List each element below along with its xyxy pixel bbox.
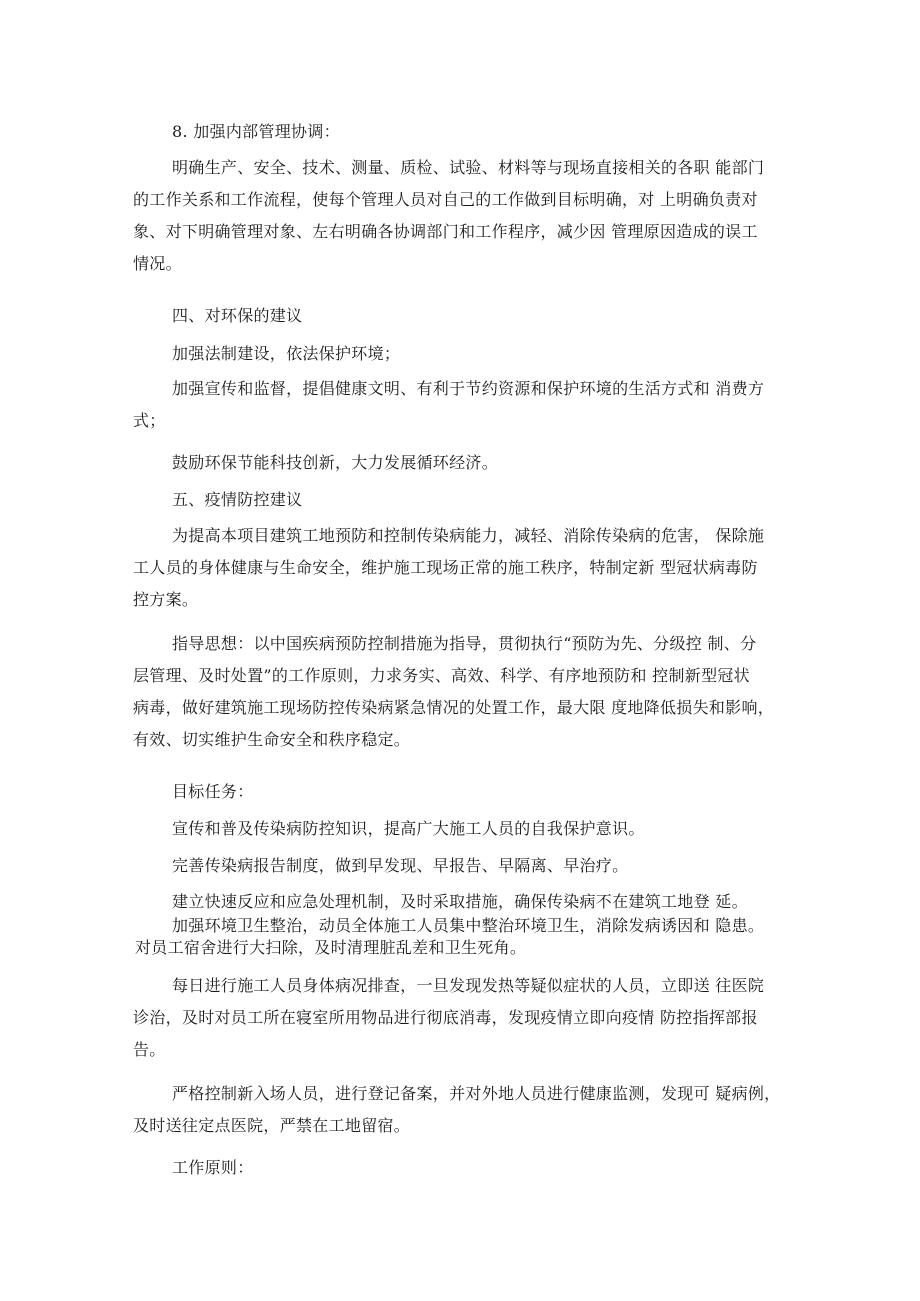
section5-intro-line-1: 为提高本项目建筑工地预防和控制传染病能力，减轻、消除传染病的危害， 保除施	[172, 526, 765, 545]
objective-2: 完善传染病报告制度，做到早发现、早报告、早隔离、早治疗。	[172, 856, 629, 875]
objective-4	[135, 915, 795, 959]
guiding-thought-line-4: 有效、切实维护生命安全和秩序稳定。	[133, 730, 411, 749]
section5-intro-line-3: 控方案。	[133, 590, 199, 609]
section4-heading: 四、对环保的建议	[172, 306, 303, 325]
section4-item-3: 鼓励环保节能科技创新，大力发展循环经济。	[172, 453, 499, 472]
section5-heading: 五、疫情防控建议	[172, 490, 303, 509]
section8-line-1: 明确生产、安全、技术、测量、质检、试验、材料等与现场直接相关的各职 能部门	[172, 158, 765, 177]
objective-3: 建立快速反应和应急处理机制，及时采取措施，确保传染病不在建筑工地登 延。	[172, 892, 748, 911]
objective-5	[133, 970, 793, 1066]
section8-body	[133, 152, 793, 280]
objective-6	[133, 1078, 793, 1142]
section8-line-4: 情况。	[133, 254, 182, 273]
objective-6-line-2: 及时送往定点医院，严禁在工地留宿。	[133, 1116, 411, 1135]
section5-intro-line-2: 工人员的身体健康与生命安全，维护施工现场正常的施工秩序，特制定新 型冠状病毒防	[133, 558, 758, 577]
work-principles-heading: 工作原则：	[172, 1158, 254, 1177]
section4-item-2-line-1: 加强宣传和监督，提倡健康文明、有利于节约资源和保护环境的生活方式和 消费方	[172, 379, 765, 398]
section4-item-1: 加强法制建设，依法保护环境；	[172, 344, 401, 363]
objective-6-line-1: 严格控制新入场人员，进行登记备案，并对外地人员进行健康监测，发现可 疑病例，	[172, 1084, 781, 1103]
objective-5-line-1: 每日进行施工人员身体病况排查，一旦发现发热等疑似症状的人员，立即送 往医院	[172, 976, 765, 995]
guiding-thought-line-1: 指导思想：以中国疾病预防控制措施为指导，贯彻执行“预防为先、分级控 制、分	[172, 634, 757, 653]
objective-5-line-2: 诊治，及时对员工所在寝室所用物品进行彻底消毒，发现疫情立即向疫情 防控指挥部报	[133, 1008, 758, 1027]
section8-line-3: 象、对下明确管理对象、左右明确各协调部门和工作程序，减少因 管理原因造成的误工	[133, 222, 758, 241]
objective-5-line-3: 告。	[133, 1040, 166, 1059]
section8-heading: 8. 加强内部管理协调：	[172, 122, 340, 141]
objectives-heading: 目标任务：	[172, 782, 254, 801]
section4-item-2-line-2: 式；	[133, 411, 166, 430]
guiding-thought	[133, 628, 793, 756]
objective-4-line-2: 对员工宿舍进行大扫除，及时清理脏乱差和卫生死角。	[135, 938, 527, 957]
guiding-thought-line-2: 层管理、及时处置”的工作原则，力求务实、高效、科学、有序地预防和 控制新型冠状	[133, 666, 750, 685]
section5-intro	[133, 520, 793, 616]
section8-line-2: 的工作关系和工作流程，使每个管理人员对自己的工作做到目标明确，对 上明确负责对	[133, 190, 758, 209]
objective-4-line-1: 加强环境卫生整治，动员全体施工人员集中整治环境卫生，消除发病诱因和 隐患。	[172, 916, 765, 935]
guiding-thought-line-3: 病毒，做好建筑施工现场防控传染病紧急情况的处置工作，最大限 度地降低损失和影响，	[133, 698, 775, 717]
section4-item-2	[133, 373, 793, 437]
objective-1: 宣传和普及传染病防控知识，提高广大施工人员的自我保护意识。	[172, 819, 645, 838]
